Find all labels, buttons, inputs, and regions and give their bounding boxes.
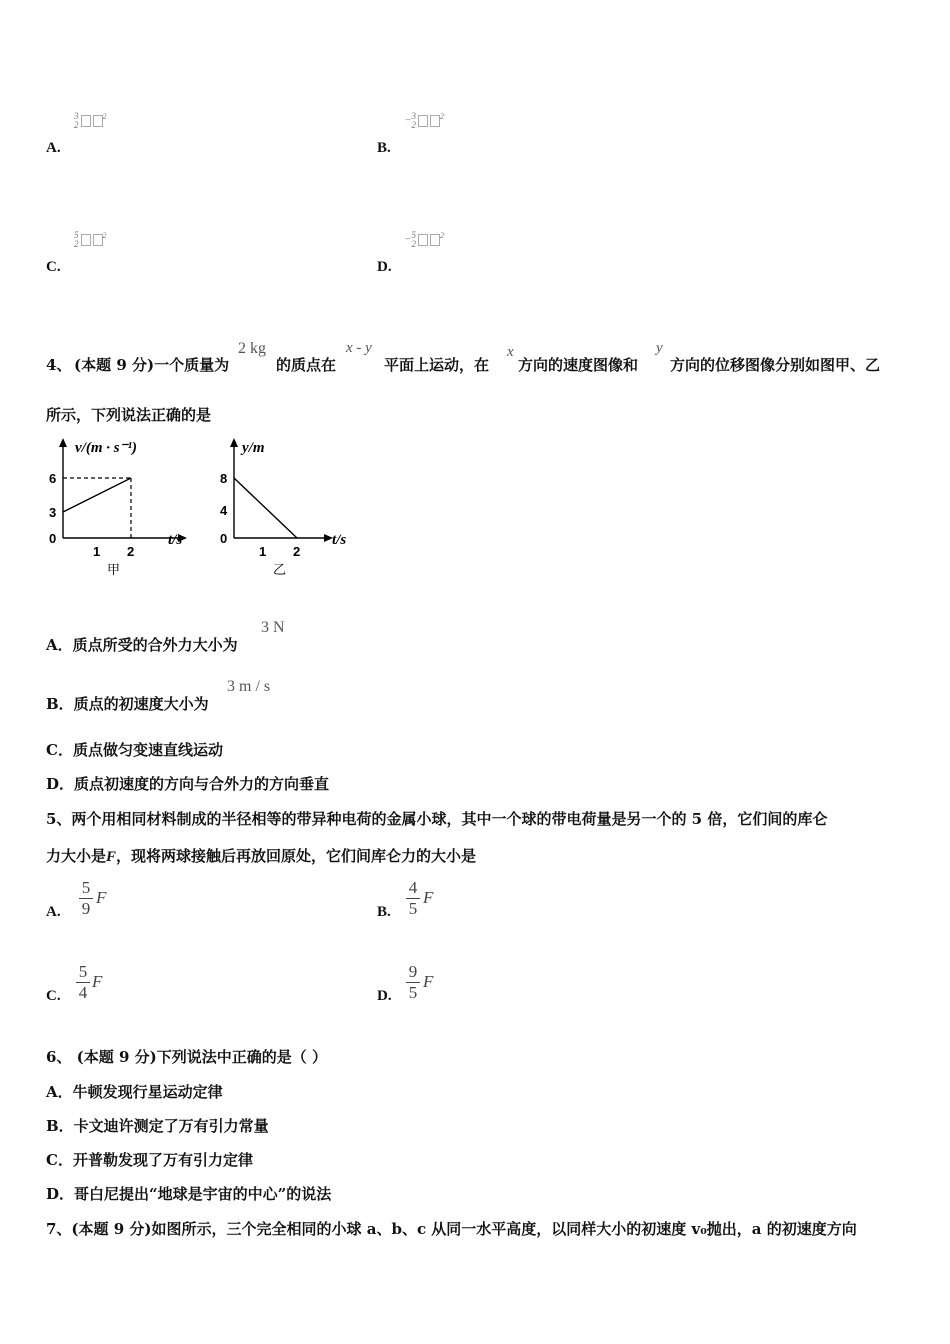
graph-yi-xtick-1: 1 xyxy=(259,544,267,559)
q4-part2: 的质点在 xyxy=(276,356,337,374)
q6-option-d[interactable]: D．哥白尼提出“地球是宇宙的中心”的说法 xyxy=(46,1185,332,1203)
q3-option-b-label[interactable]: B. xyxy=(377,140,391,156)
graph-jia-ytick-0: 0 xyxy=(49,531,57,546)
q6-option-b[interactable]: B．卡文迪许测定了万有引力常量 xyxy=(46,1117,269,1135)
graph-yi-ylabel: y/m xyxy=(242,440,265,456)
q4-option-a[interactable]: A．质点所受的合外力大小为 xyxy=(46,636,238,654)
graph-jia-xtick-2: 2 xyxy=(127,544,135,559)
graph-yi-caption: 乙 xyxy=(273,563,287,578)
q4-option-d[interactable]: D．质点初速度的方向与合外力的方向垂直 xyxy=(46,775,330,793)
q5-option-b-label[interactable]: B. xyxy=(377,904,391,920)
graph-yi xyxy=(210,434,370,584)
q4-option-b-value: 3 m / s xyxy=(227,678,271,695)
q5-option-a-var: F xyxy=(96,888,107,907)
q5-line2-b: ，现将两球接触后再放回原处，它们间库仑力的大小是 xyxy=(116,847,477,865)
q3-option-b-formula: − 3 2 $^2$ xyxy=(404,111,444,130)
q5-line1: 5、两个用相同材料制成的半径相等的带异种电荷的金属小球，其中一个球的带电荷量是另一个的 5 倍，它们间的库仑 xyxy=(46,810,828,828)
q3-option-c-formula: 5 2 $^2$ xyxy=(74,230,107,249)
q3-option-a-label[interactable]: A. xyxy=(46,140,61,156)
q5-option-a-label[interactable]: A. xyxy=(46,904,61,920)
graph-jia-xlabel: t/s xyxy=(168,532,183,548)
q5-option-d-var: F xyxy=(423,972,434,991)
q4-part4: 方向的速度图像和 xyxy=(518,356,639,374)
q3-option-a-formula: 3 2 $^2$ xyxy=(74,111,107,130)
graph-jia-y-arrow xyxy=(59,438,67,447)
q6-stem: 6、 (本题 9 分)下列说法中正确的是（ ） xyxy=(46,1048,327,1066)
q5-option-d-label[interactable]: D. xyxy=(377,988,392,1004)
q4-part5: 方向的位移图像分别如图甲、乙 xyxy=(670,356,881,374)
q5-option-d-fraction: 9 5 xyxy=(406,962,420,1003)
q4-plane: x - y xyxy=(346,340,372,356)
graph-yi-line xyxy=(234,478,297,538)
graph-jia-ylabel: v/(m · s⁻¹) xyxy=(75,440,137,456)
graph-jia-ytick-6: 6 xyxy=(49,471,57,486)
q4-line2: 所示，下列说法正确的是 xyxy=(46,406,212,424)
graph-jia-caption: 甲 xyxy=(107,563,121,578)
q5-line2 xyxy=(46,845,476,866)
graph-yi-xtick-2: 2 xyxy=(293,544,301,559)
graph-yi-ytick-0: 0 xyxy=(220,531,228,546)
q5-option-a-fraction: 5 9 xyxy=(79,878,93,919)
graph-yi-xlabel: t/s xyxy=(332,532,347,548)
q5-line2-F: F xyxy=(106,849,117,865)
graph-jia-ytick-3: 3 xyxy=(49,505,57,520)
q4-yvar: y xyxy=(656,340,663,356)
q4-xvar: x xyxy=(507,344,514,360)
q6-option-a[interactable]: A．牛顿发现行星运动定律 xyxy=(46,1083,223,1101)
graph-yi-ytick-8: 8 xyxy=(220,471,228,486)
q5-option-b-var: F xyxy=(423,888,434,907)
q6-option-c[interactable]: C．开普勒发现了万有引力定律 xyxy=(46,1151,253,1169)
q4-option-b[interactable]: B．质点的初速度大小为 xyxy=(46,695,209,713)
q3-option-c-label[interactable]: C. xyxy=(46,259,61,275)
graph-yi-ytick-4: 4 xyxy=(220,503,228,518)
q4-mass: 2 kg xyxy=(238,340,266,357)
q4-option-c[interactable]: C．质点做匀变速直线运动 xyxy=(46,741,223,759)
graph-jia-line xyxy=(63,478,131,512)
graph-jia-xtick-1: 1 xyxy=(93,544,101,559)
q5-option-b-fraction: 4 5 xyxy=(406,878,420,919)
q5-line2-a: 力大小是 xyxy=(46,847,107,865)
q3-option-d-formula: − 5 2 $^2$ xyxy=(404,230,444,249)
graph-yi-y-arrow xyxy=(230,438,238,447)
q5-option-c-var: F xyxy=(92,972,103,991)
q5-option-c-label[interactable]: C. xyxy=(46,988,61,1004)
q4-number: 4、 xyxy=(46,356,72,374)
q4-option-a-value: 3 N xyxy=(261,619,285,636)
graph-jia xyxy=(40,434,200,584)
q7-stem: 7、(本题 9 分)如图所示，三个完全相同的小球 a、b、c 从同一水平高度，以同样大小的初速度 v₀抛出，a 的初速度方向 xyxy=(46,1220,857,1238)
q4-part3: 平面上运动，在 xyxy=(384,356,490,374)
q5-option-c-fraction: 5 4 xyxy=(76,962,90,1003)
q3-option-d-label[interactable]: D. xyxy=(377,259,392,275)
q4-header: (本题 9 分)一个质量为 xyxy=(74,356,230,374)
